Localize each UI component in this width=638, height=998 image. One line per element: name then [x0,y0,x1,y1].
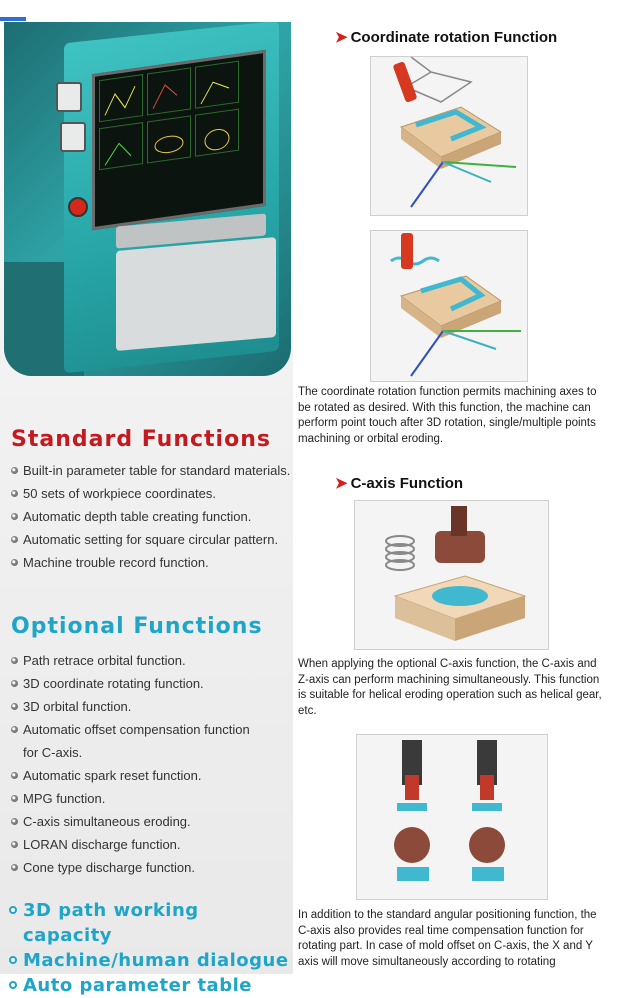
c-axis-compensation-description: In addition to the standard angular positioning function, the C-axis also provides real time compensation function for rotating part. In case of mold offset on C-axis, the X and Y axis will move simultaneously according to rotating [298,909,597,968]
c-axis-compensation-figure [356,734,548,900]
gauge-icon [56,82,82,112]
coordinate-rotation-figure-2 [370,230,528,382]
ring-bullet-icon [9,906,17,914]
list-item: Machine trouble record function. [11,551,291,574]
compensation-diagram-icon [357,735,547,899]
bullet-icon [11,680,18,687]
left-column [0,22,293,996]
ring-bullet-icon [9,956,17,964]
capabilities-list [9,898,293,998]
arrow-right-icon: ➤ [335,29,348,46]
coordinate-rotation-figure-1 [370,56,528,216]
bullet-icon [11,467,18,474]
optional-functions-list [11,649,291,879]
machine-screen [92,50,266,230]
bullet-icon [11,490,18,497]
gauge-icon [60,122,86,152]
list-item: Automatic depth table creating function. [11,505,291,528]
bullet-icon [11,772,18,779]
capability-item: Auto parameter table [9,973,293,998]
c-axis-title: ➤ C-axis Function [335,475,464,492]
list-item-continuation: for C-axis. [23,745,83,760]
rotated-axes-diagram-icon [371,57,527,215]
standard-functions-heading: Standard Functions [11,427,271,452]
list-item: 50 sets of workpiece coordinates. [11,482,291,505]
keyboard-panel [116,237,276,351]
coordinate-rotation-description: The coordinate rotation function permits machining axes to be rotated as desired. With this function, the machine can perform point touch after 3D rotation, single/multiple points machining or orbital eroding. [298,386,597,445]
c-axis-description: When applying the optional C-axis function, the C-axis and Z-axis can perform machining simultaneously. This function is suitable for helical eroding operation such as helical gear, etc. [298,658,602,717]
capability-item: 3D path working capacity [9,898,293,948]
edm-machine-photo [4,22,291,376]
list-item: MPG function. [11,787,291,810]
c-axis-figure [354,500,549,650]
arrow-right-icon: ➤ [335,475,348,492]
coordinate-rotation-title: ➤ Coordinate rotation Function [335,29,558,46]
list-item: C-axis simultaneous eroding. [11,810,291,833]
list-item: Path retrace orbital function. [11,649,291,672]
bullet-icon [11,726,18,733]
ring-bullet-icon [9,981,17,989]
bullet-icon [11,657,18,664]
bullet-icon [11,818,18,825]
bullet-icon [11,559,18,566]
bullet-icon [11,536,18,543]
list-item: Automatic setting for square circular pattern. [11,528,291,551]
standard-functions-list [11,459,291,574]
list-item: 3D coordinate rotating function. [11,672,291,695]
bullet-icon [11,703,18,710]
emergency-stop-icon [68,197,88,217]
bullet-icon [11,795,18,802]
list-item: Built-in parameter table for standard materials. [11,459,291,482]
top-accent-mark [0,17,26,21]
rotated-workpiece-diagram-icon [371,231,527,381]
list-item: Automatic offset compensation function [11,718,291,741]
list-item: 3D orbital function. [11,695,291,718]
bullet-icon [11,864,18,871]
list-item: Cone type discharge function. [11,856,291,879]
screen-graphs-icon [95,54,255,216]
bullet-icon [11,841,18,848]
optional-functions-heading: Optional Functions [11,614,263,639]
list-item: LORAN discharge function. [11,833,291,856]
capability-item: Machine/human dialogue [9,948,293,973]
helical-gear-diagram-icon [355,501,548,649]
list-item: Automatic spark reset function. [11,764,291,787]
bullet-icon [11,513,18,520]
